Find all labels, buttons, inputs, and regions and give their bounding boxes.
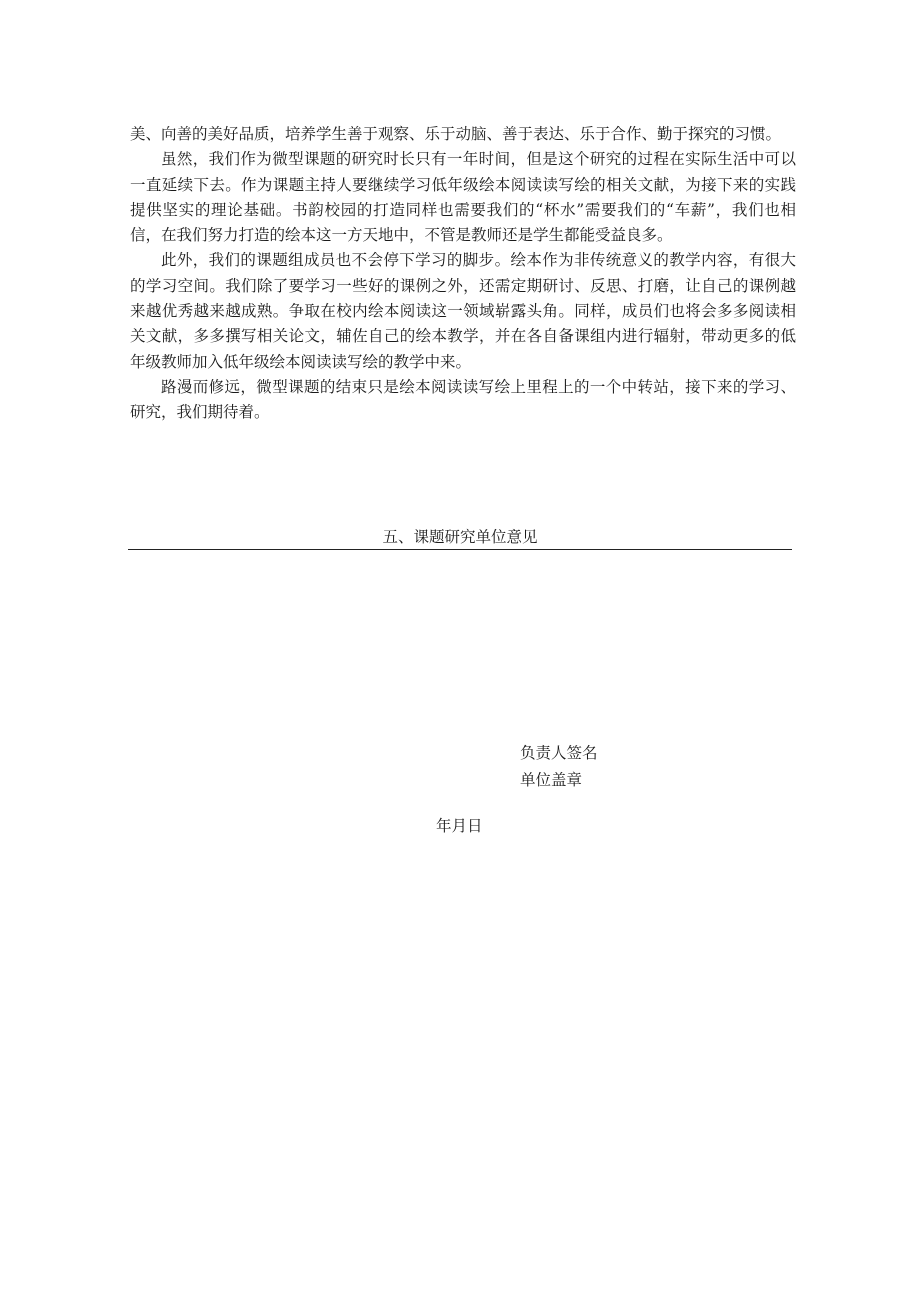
date-line: 年月日 [436, 817, 483, 835]
signature-block [520, 740, 598, 794]
paragraph-team-learning: 此外，我们的课题组成员也不会停下学习的脚步。绘本作为非传统意义的教学内容，有很大的学习空间。我们除了要学习一些好的课例之外，还需定期研讨、反思、打磨，让自己的课例越来越优秀越来越成熟。争取在校内绘本阅读这一领域崭露头角。同样，成员们也将会多多阅读相关文献，多多撰写相关论文，辅佐自己的绘本教学，并在各自备课组内进行辐射，带动更多的低年级教师加入低年级绘本阅读读写绘的教学中来。 [130, 251, 796, 371]
signature-line: 负责人签名 [520, 744, 598, 762]
paragraph-closing: 路漫而修远，微型课题的结束只是绘本阅读读写绘上里程上的一个中转站，接下来的学习、研究，我们期待着。 [130, 377, 796, 422]
paragraph-future-research: 虽然，我们作为微型课题的研究时长只有一年时间，但是这个研究的过程在实际生活中可以一直延续下去。作为课题主持人要继续学习低年级绘本阅读读写绘的相关文献，为接下来的实践提供坚实的理论基础。书韵校园的打造同样也需要我们的“杯水”需要我们的“车薪”，我们也相信，在我们努力打造的绘本这一方天地中，不管是教师还是学生都能受益良多。 [130, 150, 796, 245]
body-text [130, 122, 796, 426]
section-heading: 五、课题研究单位意见 [128, 527, 792, 550]
seal-line: 单位盖章 [520, 771, 583, 789]
paragraph-continuation: 美、向善的美好品质，培养学生善于观察、乐于动脑、善于表达、乐于合作、勤于探究的习惯。 [130, 125, 782, 143]
